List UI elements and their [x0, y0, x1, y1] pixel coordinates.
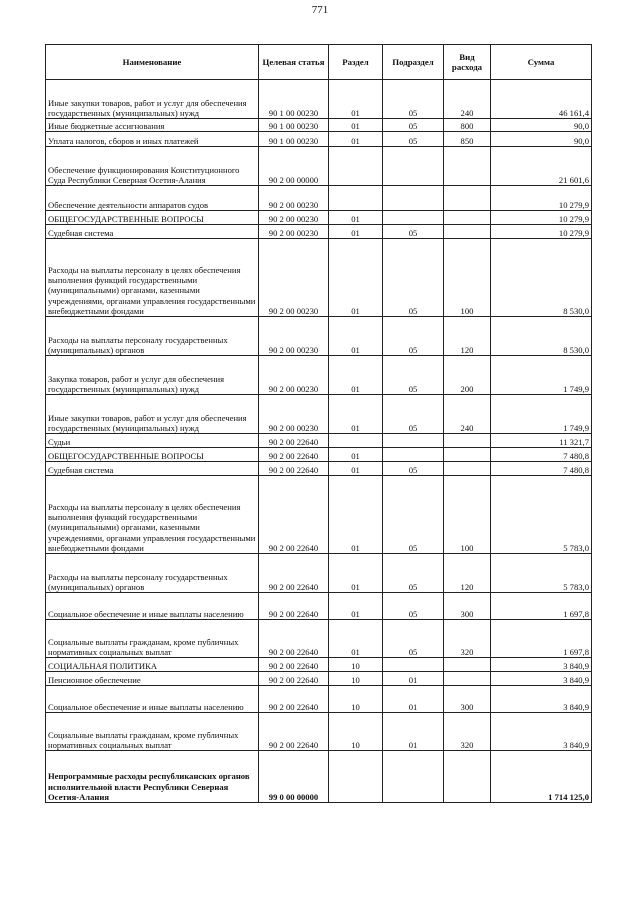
- row-amount: 11 321,7: [491, 434, 592, 448]
- row-amount: 7 480,8: [491, 448, 592, 462]
- row-name: Непрограммные расходы республиканских органов исполнительной власти Республики Северная Осетия-Алания: [46, 751, 259, 803]
- row-target: 90 2 00 22640: [259, 554, 329, 593]
- row-amount: 10 279,9: [491, 211, 592, 225]
- row-name: Пенсионное обеспечение: [46, 672, 259, 686]
- row-expense-type: 300: [444, 686, 491, 713]
- row-section: 01: [329, 132, 383, 147]
- row-expense-type: [444, 672, 491, 686]
- table-row: [46, 395, 592, 434]
- row-amount: 1 749,9: [491, 356, 592, 395]
- row-subsection: 05: [383, 593, 444, 620]
- row-subsection: 05: [383, 476, 444, 554]
- row-name: Обеспечение функционирования Конституционного Суда Республики Северная Осетия-Алания: [46, 147, 259, 186]
- row-section: 10: [329, 686, 383, 713]
- row-amount: 10 279,9: [491, 225, 592, 239]
- row-name: Судьи: [46, 434, 259, 448]
- row-target: 90 2 00 22640: [259, 476, 329, 554]
- table-header-row: [46, 45, 592, 80]
- header-subsection: Подраздел: [383, 45, 444, 80]
- row-target: 90 2 00 22640: [259, 448, 329, 462]
- row-amount: 3 840,9: [491, 713, 592, 751]
- row-section: 01: [329, 225, 383, 239]
- table-row: [46, 80, 592, 119]
- row-expense-type: 320: [444, 620, 491, 658]
- row-subsection: 05: [383, 356, 444, 395]
- row-subsection: 05: [383, 462, 444, 476]
- row-expense-type: 120: [444, 554, 491, 593]
- table-row: [46, 448, 592, 462]
- row-expense-type: 120: [444, 317, 491, 356]
- row-target: 90 2 00 22640: [259, 658, 329, 672]
- row-section: 01: [329, 476, 383, 554]
- table-row: [46, 317, 592, 356]
- row-subsection: [383, 211, 444, 225]
- row-name: Иные закупки товаров, работ и услуг для обеспечения государственных (муниципальных) нужд: [46, 395, 259, 434]
- row-name: СОЦИАЛЬНАЯ ПОЛИТИКА: [46, 658, 259, 672]
- row-name: Расходы на выплаты персоналу государственных (муниципальных) органов: [46, 317, 259, 356]
- table-row: [46, 554, 592, 593]
- table-row: [46, 713, 592, 751]
- row-section: 10: [329, 658, 383, 672]
- row-subsection: [383, 147, 444, 186]
- row-section: 01: [329, 239, 383, 317]
- table-row: [46, 462, 592, 476]
- row-name: Судебная система: [46, 225, 259, 239]
- row-name: Социальные выплаты гражданам, кроме публичных нормативных социальных выплат: [46, 713, 259, 751]
- row-amount: 3 840,9: [491, 658, 592, 672]
- table-row: [46, 186, 592, 211]
- row-amount: 1 714 125,0: [491, 751, 592, 803]
- row-name: Социальное обеспечение и иные выплаты населению: [46, 593, 259, 620]
- row-section: 01: [329, 80, 383, 119]
- row-target: 90 2 00 22640: [259, 593, 329, 620]
- row-amount: 3 840,9: [491, 686, 592, 713]
- table-row: [46, 658, 592, 672]
- row-target: 90 2 00 22640: [259, 686, 329, 713]
- row-target: 90 2 00 22640: [259, 713, 329, 751]
- row-target: 90 1 00 00230: [259, 80, 329, 119]
- row-expense-type: [444, 658, 491, 672]
- row-amount: 5 783,0: [491, 476, 592, 554]
- table-row: [46, 593, 592, 620]
- header-name: Наименование: [46, 45, 259, 80]
- row-amount: 7 480,8: [491, 462, 592, 476]
- row-target: 90 2 00 22640: [259, 462, 329, 476]
- row-name: Уплата налогов, сборов и иных платежей: [46, 132, 259, 147]
- row-name: Социальное обеспечение и иные выплаты населению: [46, 686, 259, 713]
- row-subsection: 05: [383, 119, 444, 132]
- row-subsection: 05: [383, 80, 444, 119]
- row-target: 90 2 00 22640: [259, 672, 329, 686]
- row-expense-type: [444, 448, 491, 462]
- row-subsection: 05: [383, 132, 444, 147]
- table-row: [46, 119, 592, 132]
- row-amount: 3 840,9: [491, 672, 592, 686]
- row-subsection: 01: [383, 686, 444, 713]
- row-target: 90 2 00 00230: [259, 186, 329, 211]
- row-section: 10: [329, 672, 383, 686]
- row-name: ОБЩЕГОСУДАРСТВЕННЫЕ ВОПРОСЫ: [46, 211, 259, 225]
- row-section: 10: [329, 713, 383, 751]
- row-subsection: 05: [383, 225, 444, 239]
- row-target: 90 2 00 00230: [259, 317, 329, 356]
- row-subsection: [383, 434, 444, 448]
- table-row: [46, 132, 592, 147]
- row-expense-type: [444, 211, 491, 225]
- row-amount: 1 697,8: [491, 593, 592, 620]
- table-row: [46, 476, 592, 554]
- row-name: Расходы на выплаты персоналу государственных (муниципальных) органов: [46, 554, 259, 593]
- header-section: Раздел: [329, 45, 383, 80]
- row-section: 01: [329, 211, 383, 225]
- table-row: [46, 672, 592, 686]
- row-section: [329, 751, 383, 803]
- row-amount: 46 161,4: [491, 80, 592, 119]
- row-expense-type: [444, 147, 491, 186]
- row-expense-type: 200: [444, 356, 491, 395]
- row-amount: 1 749,9: [491, 395, 592, 434]
- row-name: Иные бюджетные ассигнования: [46, 119, 259, 132]
- row-section: 01: [329, 462, 383, 476]
- row-name: Социальные выплаты гражданам, кроме публичных нормативных социальных выплат: [46, 620, 259, 658]
- row-subsection: [383, 186, 444, 211]
- header-target: Целевая статья: [259, 45, 329, 80]
- row-section: 01: [329, 620, 383, 658]
- row-target: 90 1 00 00230: [259, 132, 329, 147]
- row-subsection: 05: [383, 395, 444, 434]
- row-subsection: [383, 751, 444, 803]
- row-subsection: 05: [383, 554, 444, 593]
- row-section: 01: [329, 593, 383, 620]
- row-subsection: 05: [383, 239, 444, 317]
- row-section: 01: [329, 554, 383, 593]
- row-amount: 1 697,8: [491, 620, 592, 658]
- row-target: 90 2 00 22640: [259, 434, 329, 448]
- row-target: 90 2 00 22640: [259, 620, 329, 658]
- row-name: Закупка товаров, работ и услуг для обеспечения государственных (муниципальных) нужд: [46, 356, 259, 395]
- table-row: [46, 356, 592, 395]
- row-section: 01: [329, 395, 383, 434]
- row-amount: 90,0: [491, 119, 592, 132]
- row-subsection: [383, 658, 444, 672]
- row-name: Иные закупки товаров, работ и услуг для обеспечения государственных (муниципальных) нужд: [46, 80, 259, 119]
- header-amount: Сумма: [491, 45, 592, 80]
- row-amount: 21 601,6: [491, 147, 592, 186]
- row-section: 01: [329, 356, 383, 395]
- row-expense-type: [444, 186, 491, 211]
- row-subsection: 05: [383, 620, 444, 658]
- row-subsection: [383, 448, 444, 462]
- row-expense-type: 100: [444, 239, 491, 317]
- row-target: 90 2 00 00000: [259, 147, 329, 186]
- row-section: [329, 147, 383, 186]
- row-target: 90 2 00 00230: [259, 225, 329, 239]
- row-section: 01: [329, 119, 383, 132]
- table-row: [46, 434, 592, 448]
- table-row: [46, 686, 592, 713]
- table-row: [46, 751, 592, 803]
- row-expense-type: 240: [444, 80, 491, 119]
- row-expense-type: 800: [444, 119, 491, 132]
- row-expense-type: [444, 462, 491, 476]
- row-expense-type: [444, 751, 491, 803]
- row-subsection: 01: [383, 713, 444, 751]
- row-target: 90 2 00 00230: [259, 211, 329, 225]
- row-section: [329, 186, 383, 211]
- row-name: Обеспечение деятельности аппаратов судов: [46, 186, 259, 211]
- row-section: 01: [329, 317, 383, 356]
- row-subsection: 01: [383, 672, 444, 686]
- row-expense-type: [444, 225, 491, 239]
- header-expense-type: Вид расхода: [444, 45, 491, 80]
- row-expense-type: 100: [444, 476, 491, 554]
- row-expense-type: 240: [444, 395, 491, 434]
- page-number: 771: [311, 4, 329, 16]
- row-section: [329, 434, 383, 448]
- table-row: [46, 147, 592, 186]
- row-expense-type: 850: [444, 132, 491, 147]
- budget-table: [45, 44, 592, 803]
- row-name: Расходы на выплаты персоналу в целях обеспечения выполнения функций государственными (муниципальными) органами, казенными учреждениями, органами управления государственными внебюджетными фондами: [46, 239, 259, 317]
- row-target: 90 2 00 00230: [259, 395, 329, 434]
- row-amount: 90,0: [491, 132, 592, 147]
- table-row: [46, 239, 592, 317]
- row-amount: 8 530,0: [491, 317, 592, 356]
- row-target: 90 1 00 00230: [259, 119, 329, 132]
- row-amount: 5 783,0: [491, 554, 592, 593]
- row-name: ОБЩЕГОСУДАРСТВЕННЫЕ ВОПРОСЫ: [46, 448, 259, 462]
- row-subsection: 05: [383, 317, 444, 356]
- row-section: 01: [329, 448, 383, 462]
- table-row: [46, 225, 592, 239]
- row-amount: 10 279,9: [491, 186, 592, 211]
- row-amount: 8 530,0: [491, 239, 592, 317]
- row-target: 90 2 00 00230: [259, 239, 329, 317]
- table-row: [46, 211, 592, 225]
- row-name: Расходы на выплаты персоналу в целях обеспечения выполнения функций государственными (муниципальными) органами, казенными учреждениями, органами управления государственными внебюджетными фондами: [46, 476, 259, 554]
- row-expense-type: 320: [444, 713, 491, 751]
- row-expense-type: 300: [444, 593, 491, 620]
- row-expense-type: [444, 434, 491, 448]
- row-target: 99 0 00 00000: [259, 751, 329, 803]
- table-row: [46, 620, 592, 658]
- row-name: Судебная система: [46, 462, 259, 476]
- row-target: 90 2 00 00230: [259, 356, 329, 395]
